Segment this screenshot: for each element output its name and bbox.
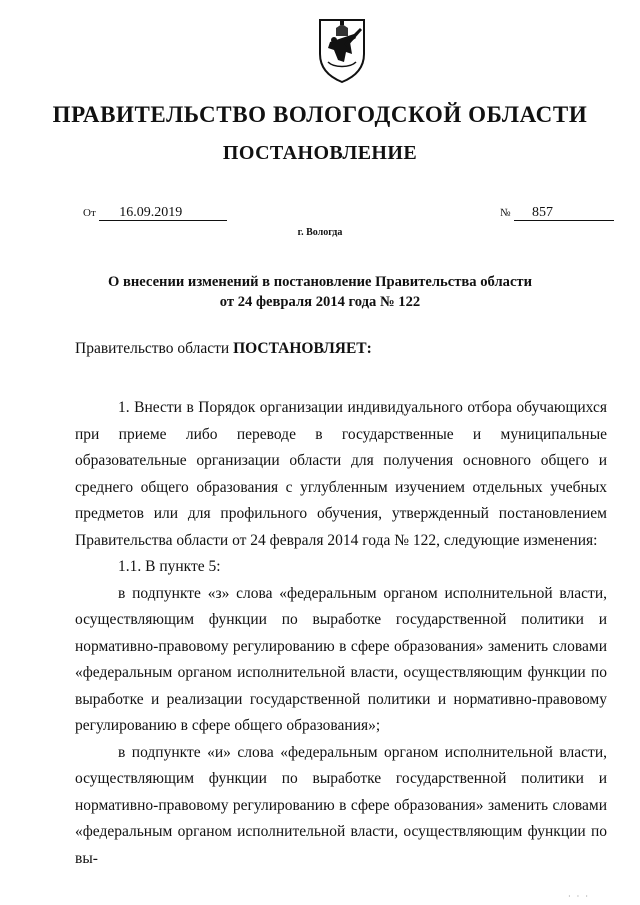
paragraph-subpoint-i: в подпункте «и» слова «федеральным органом исполнительной власти, осуществляющим функции по выработке государственной политики и нормативно-правовому регулированию в сфере образования» заменить словами «федеральным органом исполнительной власти, осуществляющим функции по вы- <box>75 743 607 867</box>
paragraph-1: 1. Внести в Порядок организации индивидуального отбора обучающихся при приеме либо переводе в государственные и муниципальные образовательные организации области для получения основного общего и среднего общего образования с углубленным изучением отдельных учебных предметов или для профильного обучения, утвержденный постановлением Правительства области от 24 февраля 2014 года № 122, следующие изменения: <box>75 399 607 549</box>
city-label: г. Вологда <box>297 227 343 238</box>
preamble-text: Правительство области <box>75 340 234 357</box>
document-body <box>75 395 607 872</box>
date-value: 16.09.2019 <box>99 205 227 221</box>
document-subject <box>70 272 570 312</box>
document-type: ПОСТАНОВЛЕНИЕ <box>222 142 418 164</box>
number-field <box>500 205 614 221</box>
footer-mark: · · · <box>568 892 590 901</box>
number-value: 857 <box>514 205 614 221</box>
subject-line-1: О внесении изменений в постановление Правительства области <box>107 274 533 290</box>
coat-of-arms-icon <box>314 14 370 86</box>
paragraph-subpoint-z: в подпункте «з» слова «федеральным органом исполнительной власти, осуществляющим функции по выработке государственной политики и нормативно-правовому регулированию в сфере образования» заменить словами «федеральным органом исполнительной власти, осуществляющим функции по выработке и реализации государственной политики и нормативно-правовому регулированию в сфере общего образования»; <box>75 584 607 734</box>
paragraph-1-1: 1.1. В пункте 5: <box>118 558 221 575</box>
number-prefix: № <box>500 207 511 219</box>
subject-line-2: от 24 февраля 2014 года № 122 <box>219 294 421 310</box>
preamble <box>75 340 372 358</box>
date-field <box>83 205 227 221</box>
government-title: ПРАВИТЕЛЬСТВО ВОЛОГОДСКОЙ ОБЛАСТИ <box>52 102 588 127</box>
date-prefix: От <box>83 207 96 219</box>
preamble-decree: ПОСТАНОВЛЯЕТ: <box>233 340 372 357</box>
